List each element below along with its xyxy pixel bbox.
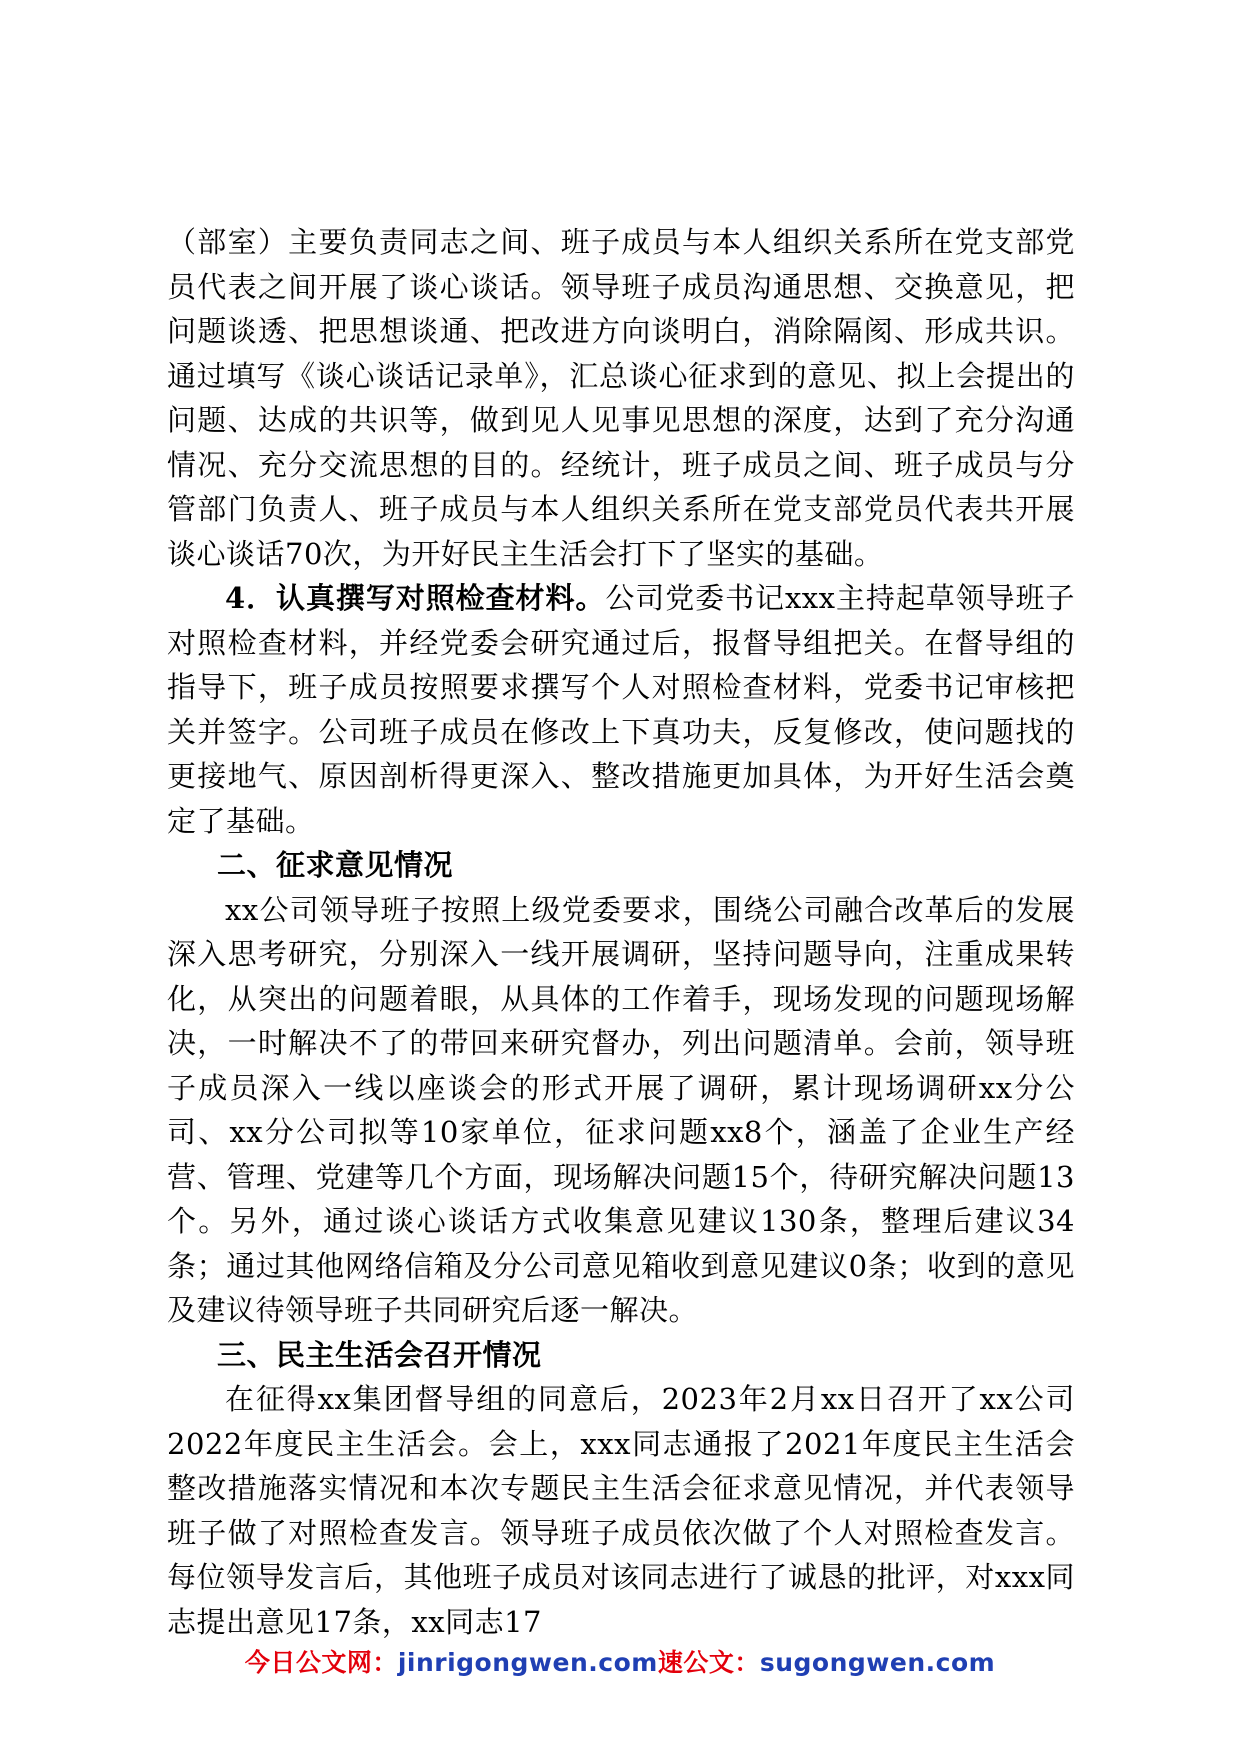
- paragraph-2: [167, 576, 1075, 843]
- paragraph-3: xx公司领导班子按照上级党委要求，围绕公司融合改革后的发展深入思考研究，分别深入一线开展调研，坚持问题导向，注重成果转化，从突出的问题着眼，从具体的工作着手，现场发现的问题现场解决，一时解决不了的带回来研究督办，列出问题清单。会前，领导班子成员深入一线以座谈会的形式开展了调研，累计现场调研xx分公司、xx分公司拟等10家单位，征求问题xx8个，涵盖了企业生产经营、管理、党建等几个方面，现场解决问题15个，待研究解决问题13个。另外，通过谈心谈话方式收集意见建议130条，整理后建议34条；通过其他网络信箱及分公司意见箱收到意见建议0条；收到的意见及建议待领导班子共同研究后逐一解决。: [167, 892, 1075, 1327]
- section-heading-2: 二、征求意见情况: [217, 848, 454, 882]
- footer-site1-url[interactable]: jinrigongwen.com: [397, 1648, 658, 1677]
- paragraph-2-lead: 4．认真撰写对照检查材料。: [225, 581, 606, 615]
- section-heading-3: 三、民主生活会召开情况: [217, 1337, 542, 1372]
- footer-site2-url[interactable]: sugongwen.com: [759, 1648, 996, 1677]
- paragraph-1: （部室）主要负责同志之间、班子成员与本人组织关系所在党支部党员代表之间开展了谈心谈话。领导班子成员沟通思想、交换意见，把问题谈透、把思想谈通、把改进方向谈明白，消除隔阂、形成共识。通过填写《谈心谈话记录单》，汇总谈心征求到的意见、拟上会提出的问题、达成的共识等，做到见人见事见思想的深度，达到了充分沟通情况、充分交流思想的目的。经统计，班子成员之间、班子成员与分管部门负责人、班子成员与本人组织关系所在党支部党员代表共开展谈心谈话70次，为开好民主生活会打下了坚实的基础。: [167, 225, 1075, 571]
- paragraph-2-text: 公司党委书记xxx主持起草领导班子对照检查材料，并经党委会研究通过后，报督导组把关。在督导组的指导下，班子成员按照要求撰写个人对照检查材料，党委书记审核把关并签字。公司班子成员在修改上下真功夫，反复修改，使问题找的更接地气、原因剖析得更深入、整改措施更加具体，为开好生活会奠定了基础。: [167, 581, 1075, 838]
- footer-watermark: [0, 1643, 1240, 1679]
- document-body: [167, 220, 1075, 1644]
- footer-site1-label: 今日公文网：: [244, 1648, 398, 1677]
- paragraph-4: 在征得xx集团督导组的同意后，2023年2月xx日召开了xx公司2022年度民主生活会。会上，xxx同志通报了2021年度民主生活会整改措施落实情况和本次专题民主生活会征求意见情况，并代表领导班子做了对照检查发言。领导班子成员依次做了个人对照检查发言。每位领导发言后，其他班子成员对该同志进行了诚恳的批评，对xxx同志提出意见17条，xx同志17: [167, 1382, 1075, 1639]
- footer-site2-label: 速公文：: [657, 1648, 760, 1677]
